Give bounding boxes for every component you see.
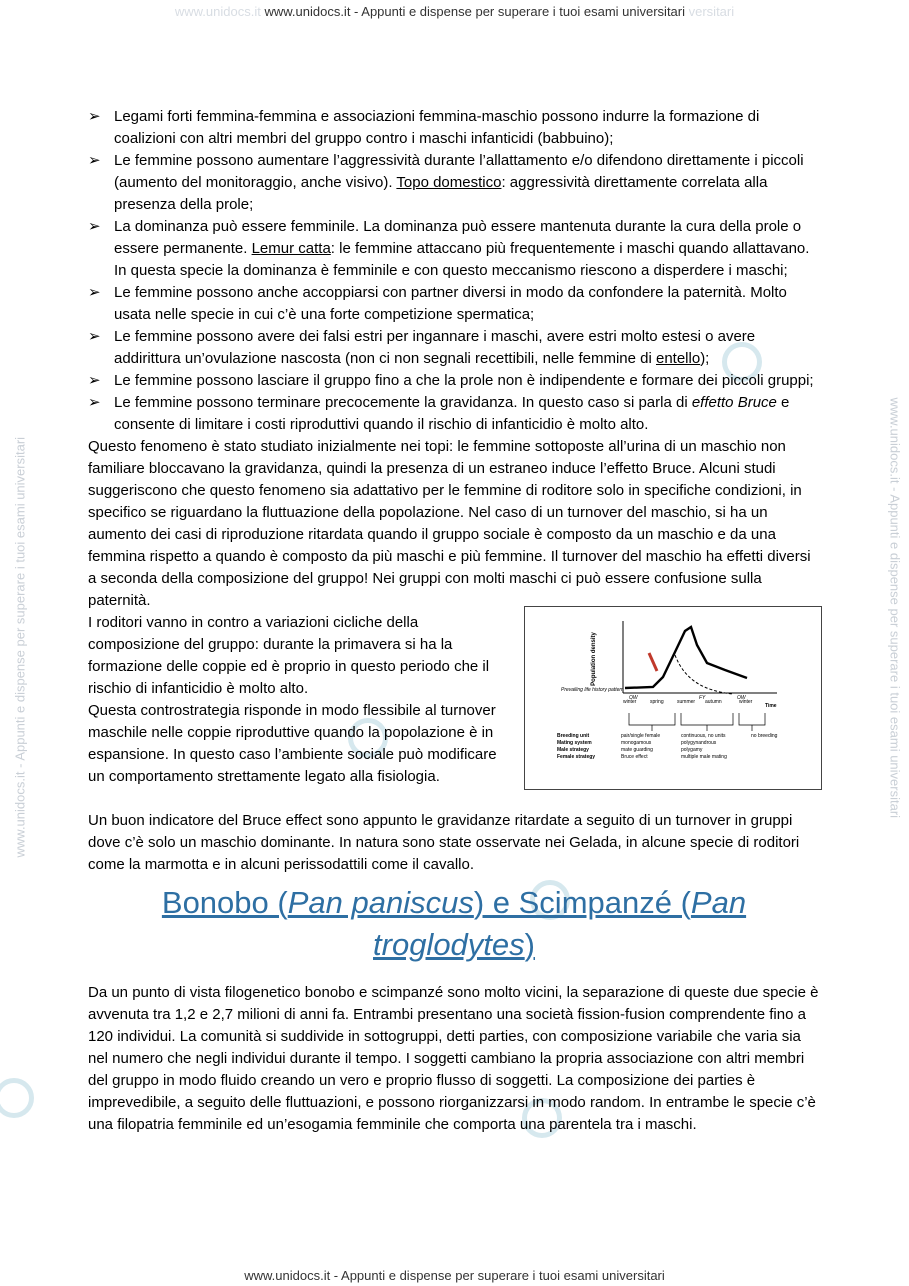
figure-row-heading: Mating system [557,740,592,746]
bullet-item [88,106,820,150]
underlined-species: entello [655,350,701,367]
paragraph-counterstrategy: Questa controstrategia risponde in modo flessibile al turnover maschile nelle coppie riproduttive quando la popolazione è in espansione. In questo caso l’ambiente sociale può modificare un comportamento strettamente legato alla fisiologia. [88,702,497,785]
header-text: www.unidocs.it - Appunti e dispense per superare i tuoi esami universitari [264,4,685,19]
figure-row-heading: Breeding unit [557,733,590,739]
watermark-left: www.unidocs.it - Appunti e dispense per superare i tuoi esami universitari [12,436,28,858]
figure-table-cell: Bruce effect [621,754,648,760]
title-species-a: Pan paniscus [287,885,474,920]
figure-ylabel: Population density [591,632,597,686]
figure-season-label: autumn [705,699,722,705]
figure-pattern-label: OW [629,695,638,701]
header-ghost-right: versitari [688,4,735,19]
figure-table-cell: multiple male mating [681,754,727,760]
bullet-text: Legami forti femmina-femmina e associazioni femmina-maschio possono indurre la formazione di coalizioni con altri membri del gruppo contro i maschi infanticidi (babbuino); [114,108,760,147]
figure-table-cell: pair/single female [621,733,661,739]
header-ghost-left: www.unidocs.it [174,4,261,19]
bullet-text: ); [700,350,710,367]
bullet-arrow-icon: ➢ [88,152,101,169]
bullet-text: La dominanza può essere femminile. La dominanza può essere mantenuta durante la cura della prole o essere permanente. [114,218,802,257]
figure-brackets [629,713,765,731]
bullet-arrow-icon: ➢ [88,394,101,411]
bullet-text: Le femmine possono aumentare l’aggressività durante l’allattamento e/o difendono direttamente i piccoli (aumento del monitoraggio, anche visivo). [114,152,804,191]
bullet-item [88,282,820,326]
figure-pattern-label: OW [737,695,746,701]
paragraph-bonobo-chimp: Da un punto di vista filogenetico bonobo e scimpanzé sono molto vicini, la separazione di queste due specie è avvenuta tra 1,2 e 2,7 milioni di anni fa. Entrambi presentano una società fission-fusion comprendente fino a 120 individui. La comunità si suddivide in sottogruppi, detti parties, con composizione variabile che varia sia nel numero che negli individui durante il tempo. I soggetti cambiano la propria associazione con altri membri del gruppo in modo fluido creando un vero e proprio flusso di soggetti. La composizione dei parties è imprevedibile, a seguito delle fluttuazioni, e possono riorganizzarsi in modo random. In entrambe le specie c’è una filopatria femminile ed un’esogamia femminile che comporta una parentela tra i maschi. [88,984,819,1133]
title-part-c: ) e Scimpanzé ( [473,885,691,920]
page-content [88,106,820,1136]
figure-season-label: winter [739,699,753,705]
figure-table-cell: continuous, no units [681,733,726,739]
bullet-arrow-icon: ➢ [88,284,101,301]
figure-table-cell: polygynandrous [681,740,717,746]
watermark-logo [0,1078,34,1118]
figure-pattern-label: FY [699,695,706,701]
population-density-figure [524,606,822,790]
figure-season-label: winter [623,699,637,705]
bullet-arrow-icon: ➢ [88,218,101,235]
bullet-arrow-icon: ➢ [88,372,101,389]
section-title [88,882,820,966]
bullet-item [88,392,820,436]
figure-table-cell: no breeding [751,733,778,739]
bullet-arrow-icon: ➢ [88,108,101,125]
bullet-text: Le femmine possono avere dei falsi estri per ingannare i maschi, avere estri molto estesi o avere addirittura un’ovulazione nascosta (non ci non segnali recettibili, nelle femmine di [114,328,756,367]
figure-section [88,612,820,810]
paragraph-rodent-cycles: I roditori vanno in contro a variazioni cicliche della composizione del gruppo: durante la primavera si ha la formazione delle coppie ed è proprio in questo periodo che il rischio di infanticidio è molto alto. [88,614,490,697]
population-curve [625,627,747,688]
figure-season-label: spring [650,699,664,705]
figure-side-text [88,612,508,788]
paragraph-bruce-indicator: Un buon indicatore del Bruce effect sono appunto le gravidanze ritardate a seguito di un turnover in gruppi dove c’è solo un maschio dominante. In natura sono state osservate nei Gelada, in alcune specie di roditori come la marmotta e in alcuni perissodattili come il cavallo. [88,812,800,873]
underlined-species: Lemur catta [251,240,331,257]
footer-text: www.unidocs.it - Appunti e dispense per superare i tuoi esami universitari [244,1268,665,1283]
bullet-item [88,216,820,282]
bullet-text: Le femmine possono terminare precocemente la gravidanza. In questo caso si parla di [114,394,692,411]
bullet-item [88,326,820,370]
title-part-e: ) [524,927,535,962]
bullet-item [88,150,820,216]
watermark-right: www.unidocs.it - Appunti e dispense per superare i tuoi esami universitari [887,397,903,819]
figure-table-cell: mate guarding [621,747,653,753]
bullet-text: : aggressività direttamente correlata alla presenza della prole; [114,174,768,213]
figure-row-heading: Male strategy [557,747,589,753]
bullet-text: e consente di limitare i costi riproduttivi quando il rischio di infanticidio è molto alto. [114,394,790,433]
bullet-text: Le femmine possono lasciare il gruppo fino a che la prole non è indipendente e formare dei piccoli gruppi; [114,372,814,389]
figure-table-cell: monogamous [621,740,652,746]
bullet-item [88,370,820,392]
bullet-arrow-icon: ➢ [88,328,101,345]
bullet-text: Le femmine possono anche accoppiarsi con partner diversi in modo da confondere la paternità. Molto usata nelle specie in cui c’è una forte competizione spermatica; [114,284,787,323]
figure-time-label: Time [765,703,777,709]
page-footer [0,1268,909,1283]
figure-season-label: summer [677,699,696,705]
bullet-text: : le femmine attaccano più frequentemente i maschi quando allattavano. In questa specie la dominanza è femminile e con questo meccanismo riescono a disperdere i maschi; [114,240,810,279]
page-header [0,4,909,19]
title-species-b: Pan troglodytes [373,885,747,962]
figure-table-cell: polygamy [681,747,703,753]
red-arrow-mark [649,653,657,671]
bullet-list [88,106,820,436]
paragraph-bruce-intro: Questo fenomeno è stato studiato inizialmente nei topi: le femmine sottoposte all’urina di un maschio non familiare bloccavano la gravidanza, quindi la presenza di un estraneo induce l’effetto Bruce. Alcuni studi suggeriscono che questo fenomeno sia adattativo per le femmine di roditore solo in specifiche condizioni, in specifico se riguardano la fluttuazione della popolazione. Nel caso di un turnover del maschio, si ha un aumento dei casi di riproduzione ritardata quando il gruppo sociale è composto da un maschio e da una femmina rispetto a quando è composto da più maschi e più femmine. Il turnover del maschio ha effetti diversi a seconda della composizione del gruppo! Nei gruppi con molti maschi ci può essere confusione sulla paternità. [88,438,811,609]
underlined-species: Topo domestico [396,174,502,191]
population-curve-dashed [675,655,733,694]
title-part-a: Bonobo ( [161,885,288,920]
figure-row-label: Prevailing life history pattern [561,687,624,693]
figure-row-heading: Female strategy [557,754,596,760]
italic-term: effetto Bruce [691,394,777,411]
